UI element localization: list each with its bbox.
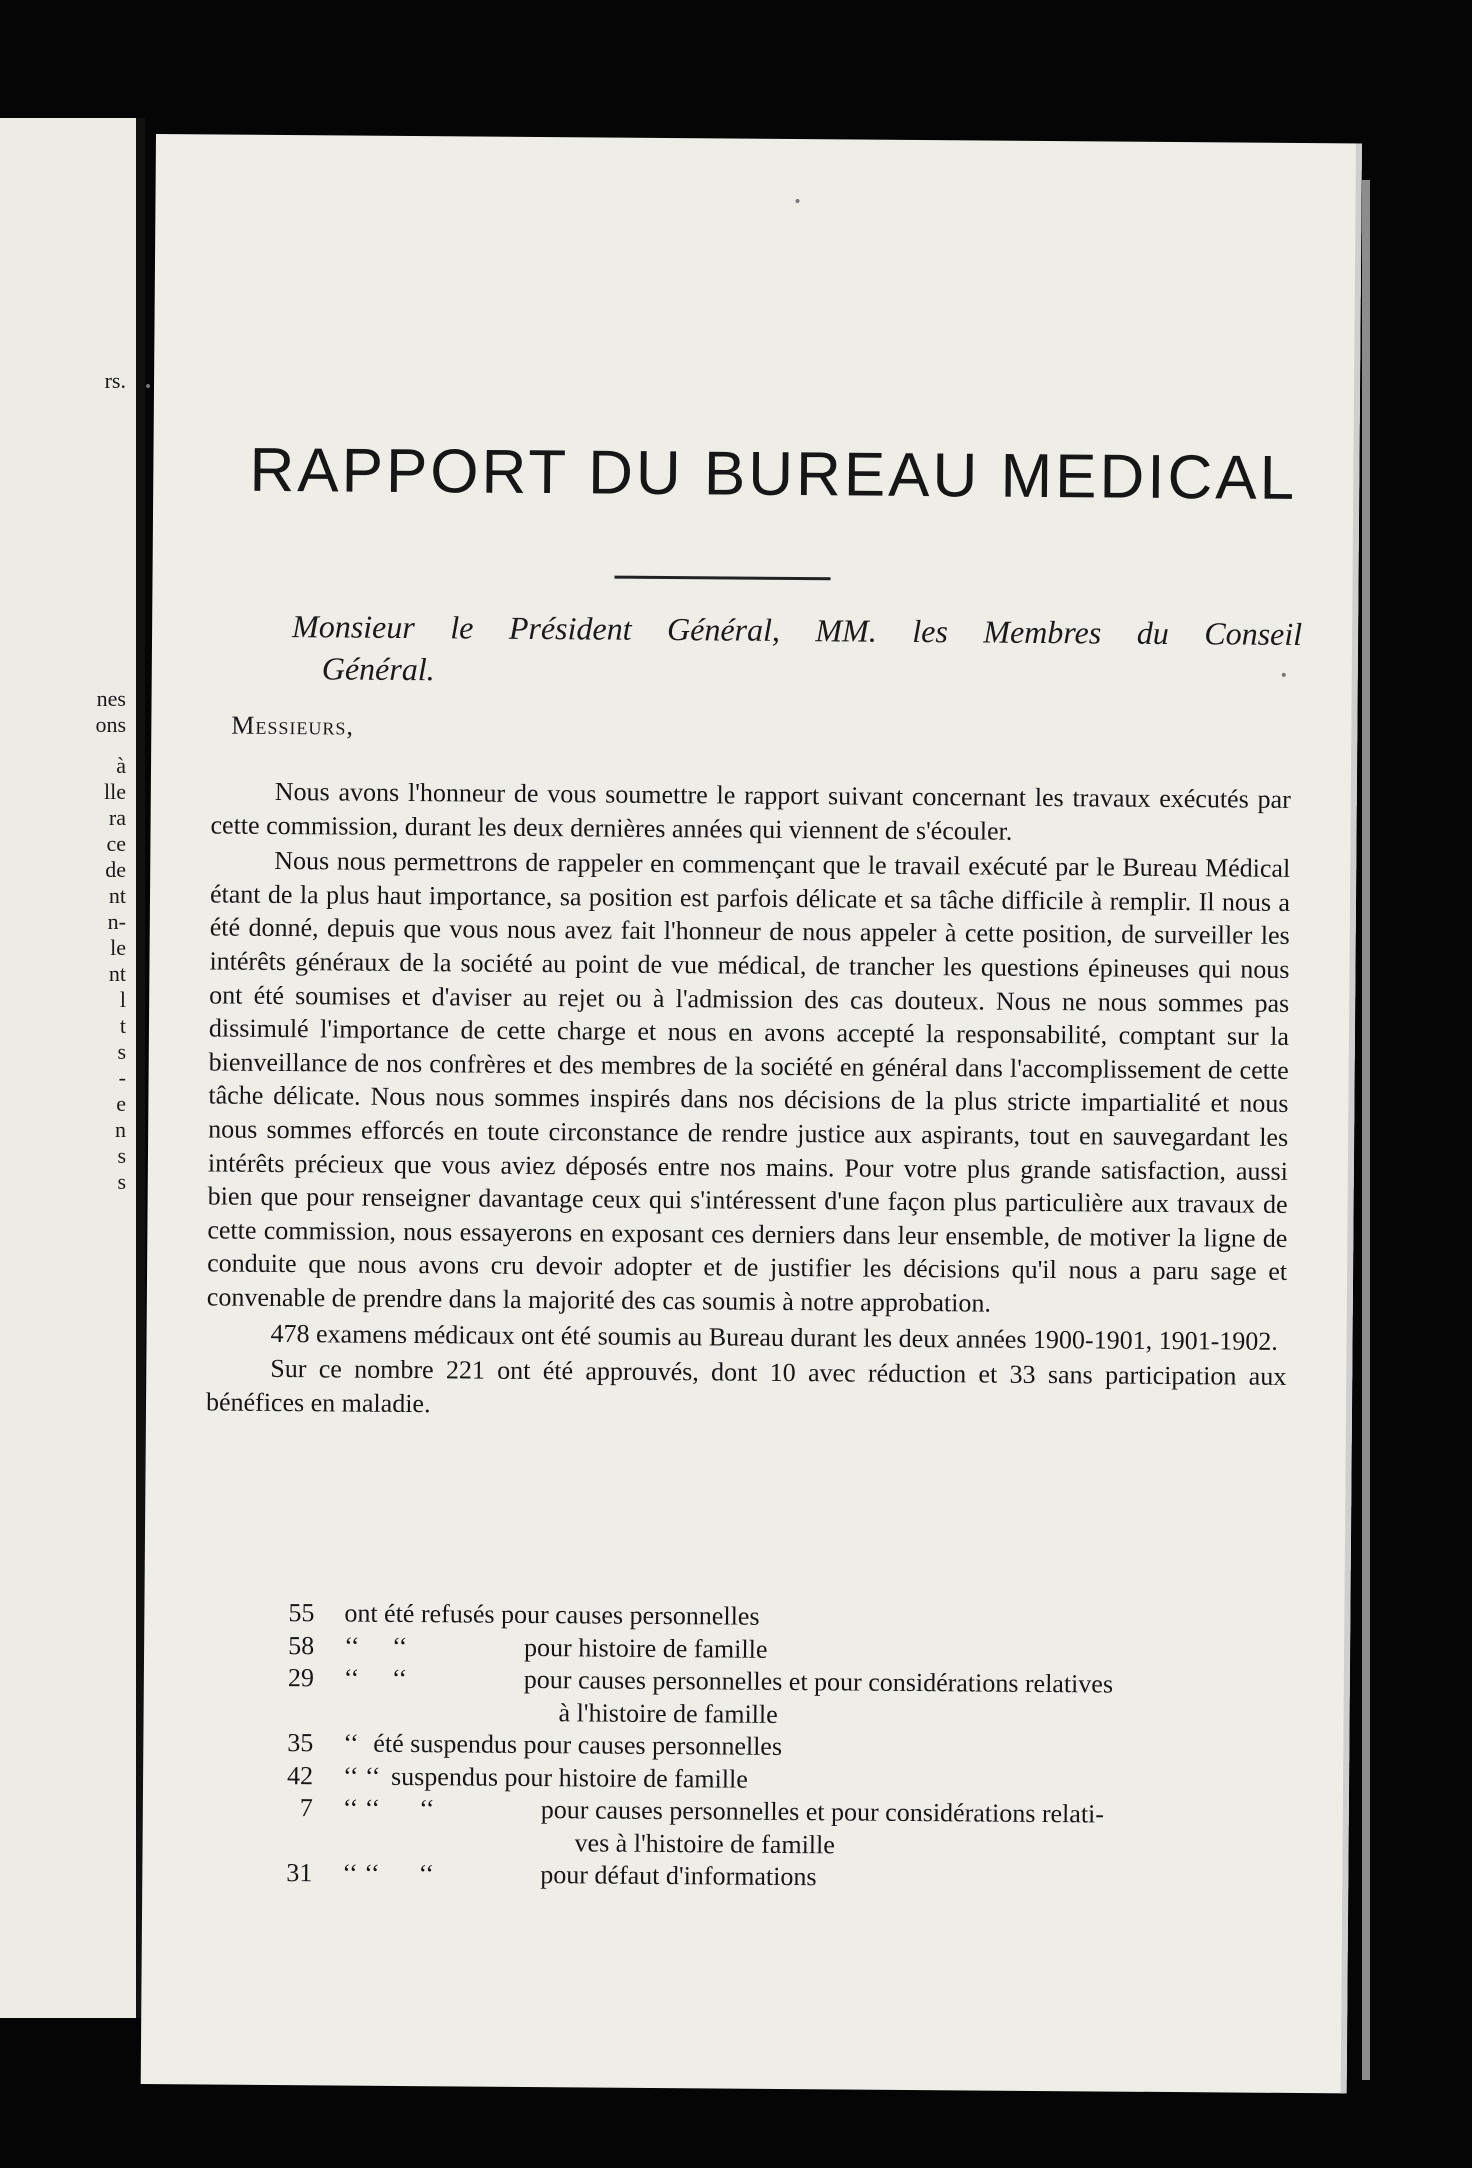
left-page-fragment: ra (108, 805, 126, 830)
addressee (292, 605, 1303, 697)
ditto-marks: ‘‘ ‘‘ ‘‘ (342, 1858, 435, 1889)
row-text: suspendus pour histoire de famille (390, 1761, 748, 1794)
paragraph: Nous nous permettrons de rappeler en commençant que le travail exécuté par le Bureau Médical étant de la plus haut importance, sa position est parfois délicate et sa tâche difficile à remplir. Il nous a été donné, depuis que vous nous avez fait l'honneur de nous appeler à cette position, de surveiller les intérêts généraux de la société au point de vue médical, de trancher les questions épineuses qui nous ont été soumises et d'aviser au rejet ou à l'admission des cas douteux. Nous ne nous sommes pas dissimulé l'importance de cette charge et nous en avons accepté la responsabilité, comptant sur la bienveillance de nos confrères et des membres de la société en général dans l'accomplissement de cette tâche délicate. Nous nous sommes inspirés dans nos décisions de la plus stricte impartialité et nous nous sommes efforcés en toute circonstance de rendre justice aux aspirants, tout en sauvegardant les intérêts précieux que vous aviez déposés entre nos mains. Pour votre plus grande satisfaction, aussi bien que pour renseigner davantage ceux qui s'intéressent d'une façon plus particulière aux travaux de cette commission, nous essayerons en exposant ces derniers dans leur ensemble, de motiver la ligne de conduite que nous avons cru devoir adopter et de justifier les décisions qu'il nous a paru sage et convenable de prendre dans la majorité des cas soumis à notre approbation. (206, 846, 1291, 1318)
left-page-fragment: à (116, 753, 126, 778)
row-text: ont été refusés pour causes personnelles (344, 1598, 760, 1631)
row-text: pour causes personnelles et pour considérations relati- (540, 1795, 1105, 1829)
speck (795, 199, 799, 203)
salutation: Messieurs, (231, 710, 355, 741)
document-title: RAPPORT DU BUREAU MEDICAL (249, 435, 1298, 513)
speck (146, 384, 150, 388)
row-text: ves à l'histoire de famille (574, 1827, 835, 1859)
left-page-fragment: ons (95, 712, 126, 737)
left-page-fragment: s (117, 1143, 126, 1168)
paragraph: Sur ce nombre 221 ont été approuvés, dont 10 avec réduction et 33 sans participation aux bénéfices en maladie. (205, 1354, 1287, 1418)
row-count: 35 (287, 1728, 314, 1758)
left-page-fragment: l (119, 987, 126, 1012)
addressee-line-2: Général. (321, 650, 435, 688)
ditto-marks: ‘‘ ‘‘ ‘‘ (342, 1793, 435, 1824)
left-page-fragment: de (105, 857, 126, 882)
row-count: 31 (286, 1858, 313, 1888)
left-page-fragment: lle (104, 779, 126, 804)
row-count: 29 (287, 1663, 314, 1693)
left-page-fragment: n- (107, 909, 126, 934)
row-text: été suspendus pour causes personnelles (373, 1728, 783, 1761)
ditto-marks: ‘‘ ‘‘ (343, 1663, 408, 1694)
statistics-list (202, 1596, 1284, 1897)
ditto-marks: ‘‘ ‘‘ (342, 1761, 381, 1791)
row-text: pour histoire de famille (524, 1632, 768, 1664)
title-rule (615, 576, 831, 581)
left-page-fragment: ce (106, 831, 126, 856)
row-count: 58 (288, 1630, 315, 1660)
left-page-fragment: nt (108, 961, 126, 986)
ditto-marks: ‘‘ (343, 1728, 359, 1758)
body-text (206, 774, 1291, 1427)
left-page-fragment: - (118, 1065, 126, 1090)
page-edge (1362, 180, 1370, 2080)
left-page-fragment: rs. (104, 368, 126, 393)
left-page-fragment: nt (108, 883, 126, 908)
row-text: pour causes personnelles et pour considérations relatives (523, 1664, 1114, 1699)
left-page-fragment: nes (96, 686, 126, 711)
row-text: pour défaut d'informations (540, 1860, 817, 1892)
paragraph: 478 examens médicaux ont été soumis au Bureau durant les deux années 1900-1901, 1901-1902. (270, 1318, 1278, 1356)
document-page (141, 134, 1362, 2093)
row-count: 42 (287, 1760, 314, 1790)
addressee-line-1: Monsieur le Président Général, MM. les Membres du Conseil (291, 608, 1303, 653)
left-page-fragment: n (115, 1117, 126, 1142)
left-page-fragment: s (117, 1169, 126, 1194)
left-page-fragment: le (110, 935, 126, 960)
ditto-marks: ‘‘ ‘‘ (344, 1631, 408, 1661)
row-text: à l'histoire de famille (558, 1697, 778, 1729)
row-count: 7 (299, 1793, 313, 1823)
left-page-fragment: t (119, 1013, 126, 1038)
speck (1282, 673, 1286, 677)
left-page-fragment: e (116, 1091, 126, 1116)
paragraph: Nous avons l'honneur de vous soumettre le rapport suivant concernant les travaux exécutés par cette commission, durant les deux dernières années qui viennent de s'écouler. (210, 776, 1291, 846)
left-page-fragment: s (117, 1039, 126, 1064)
left-page (0, 118, 145, 2018)
row-count: 55 (288, 1598, 315, 1628)
